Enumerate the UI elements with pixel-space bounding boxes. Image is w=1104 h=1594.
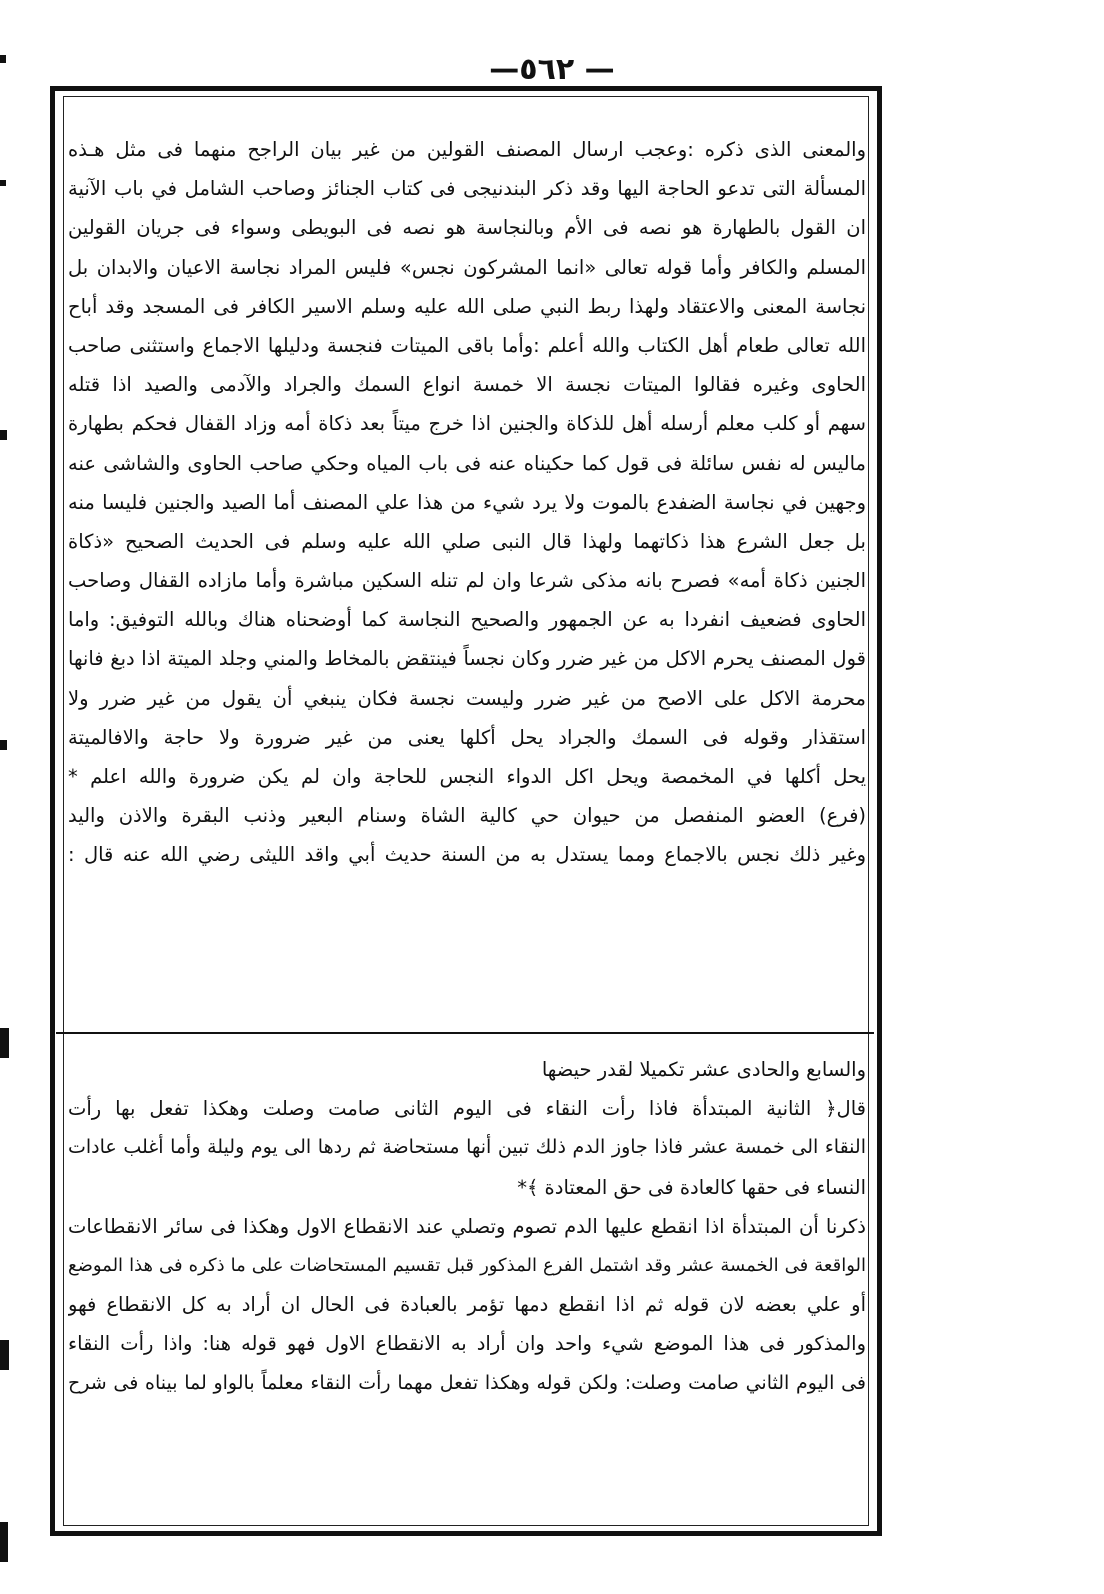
- lower-text-line: ذكرنا أن المبتدأة اذا انقطع عليها الدم تصوم وتصلي عند الانقطاع الاول وهكذا فى سائر الانقطاعات: [68, 1214, 866, 1238]
- lower-text-line: قال﴿ الثانية المبتدأة فاذا رأت النقاء فى اليوم الثانى صامت وصلت وهكذا تفعل بها رأت: [68, 1097, 866, 1121]
- lower-text-line: والسابع والحادى عشر تكميلا لقدر حيضها: [541, 1058, 866, 1081]
- lower-text-block: [68, 1050, 866, 1403]
- lower-text-line: والمذكور فى هذا الموضع شيء واحد وان أراد به الانقطاع الاول فهو قوله هنا: واذا رأت النقاء: [68, 1332, 866, 1356]
- page-number: — ٥٦٢—: [489, 52, 615, 87]
- upper-text-line: نجاسة المعنى والاعتقاد ولهذا ربط النبي صلى الله عليه وسلم الاسير الكافر فى المسجد وقد أباح: [68, 294, 866, 318]
- upper-text-line: المسألة التى تدعو الحاجة اليها وقد ذكر البندنيجى فى كتاب الجنائز وصاحب الشامل في باب الآنية: [68, 177, 866, 201]
- upper-text-line: وغير ذلك نجس بالاجماع ومما يستدل به من السنة حديث أبي واقد الليثى رضي الله عنه قال :: [68, 843, 866, 867]
- upper-text-line: يحل أكلها في المخمصة ويحل اكل الدواء النجس للحاجة وان لم يكن ضرورة والله اعلم *: [68, 765, 866, 788]
- upper-text-line: الله تعالى طعام أهل الكتاب والله أعلم :وأما باقى الميتات فنجسة ودليلها الاجماع واستثنى صاحب: [68, 333, 866, 357]
- lower-text-line: الواقعة فى الخمسة عشر وقد اشتمل الفرع المذكور قبل تقسيم المستحاضات على ما ذكره فى هذا الموضع: [68, 1254, 866, 1276]
- upper-text-line: المسلم والكافر وأما قوله تعالى «انما المشركون نجس» فليس المراد نجاسة الاعيان والابدان بل: [68, 255, 866, 279]
- upper-text-line: قول المصنف يحرم الاكل من غير ضرر وكان نجساً فينتقض بالمخاط والمني وجلد الميتة اذا دبغ فانها: [68, 647, 866, 671]
- upper-text-line: (فرع) العضو المنفصل من حيوان حي كالية الشاة وسنام البعير وذنب البقرة والاذن واليد: [68, 804, 866, 828]
- lower-text-line: النساء فى حقها كالعادة فى حق المعتادة ﴾*: [517, 1175, 866, 1199]
- upper-text-line: والمعنى الذى ذكره :وعجب ارسال المصنف القولين من غير بيان الراجح منهما فى مثل هـذه: [68, 138, 866, 161]
- scan-edge-mark: [0, 1340, 9, 1370]
- section-separator: [56, 1032, 874, 1034]
- scan-edge-mark: [0, 180, 6, 186]
- upper-text-line: وجهين في نجاسة الضفدع بالموت ولا يرد شيء من هذا علي المصنف أما الصيد والجنين فليسا منه: [68, 490, 866, 514]
- upper-text-line: الجنين ذكاة أمه» فصرح بانه مذكى شرعا وان لم تنله السكين مباشرة وأما مازاده القفال وصاحب: [68, 569, 866, 593]
- upper-text-line: ان القول بالطهارة هو نصه فى الأم وبالنجاسة هو نصه فى البويطى وسواء فى جريان القولين: [68, 216, 866, 240]
- upper-text-line: الحاوى وغيره فقالوا الميتات نجسة الا خمسة انواع السمك والجراد والآدمى والصيد اذا قتله: [68, 373, 866, 397]
- scan-edge-mark: [0, 55, 6, 63]
- upper-text-line: محرمة الاكل على الاصح من غير ضرر وليست نجسة فكان ينبغي أن يقول من غير ضرر ولا: [68, 686, 866, 710]
- scan-edge-mark: [0, 430, 7, 440]
- scan-edge-mark: [0, 1522, 8, 1562]
- lower-text-line: أو علي بعضه لان قوله ثم اذا انقطع دمها تؤمر بالعبادة فى الحال ان أراد به كل الانقطاع فهو: [68, 1293, 866, 1317]
- upper-text-block: [68, 130, 866, 875]
- lower-text-line: فى اليوم الثاني صامت وصلت: ولكن قوله وهكذا تفعل مهما رأت النقاء معلماً بالواو لما بيناه فى شرح: [68, 1371, 866, 1394]
- scan-edge-mark: [0, 1028, 9, 1058]
- lower-text-line: النقاء الى خمسة عشر فاذا جاوز الدم ذلك تبين أنها مستحاضة ثم ردها الى يوم وليلة وأما أغلب عادات: [68, 1136, 866, 1159]
- scan-edge-mark: [0, 740, 7, 750]
- upper-text-line: استقذار وقوله فى السمك والجراد يحل أكلها يعنى من غير ضرورة ولا حاجة والافالميتة: [68, 725, 866, 749]
- upper-text-line: سهم أو كلب معلم أرسله أهل للذكاة والجنين اذا خرج ميتاً بعد ذكاة أمه وزاد القفال فحكم بطهارة: [68, 412, 866, 436]
- upper-text-line: بل جعل الشرع هذا ذكاتهما ولهذا قال النبى صلي الله عليه وسلم فى الحديث الصحيح «ذكاة: [68, 529, 866, 553]
- upper-text-line: الحاوى فضعيف انفردا به عن الجمهور والصحيح النجاسة كما أوضحناه هناك وبالله التوفيق: واما: [68, 608, 866, 632]
- upper-text-line: ماليس له نفس سائلة فى قول كما حكيناه عنه فى باب المياه وحكي صاحب الحاوى والشاشى عنه: [68, 451, 866, 475]
